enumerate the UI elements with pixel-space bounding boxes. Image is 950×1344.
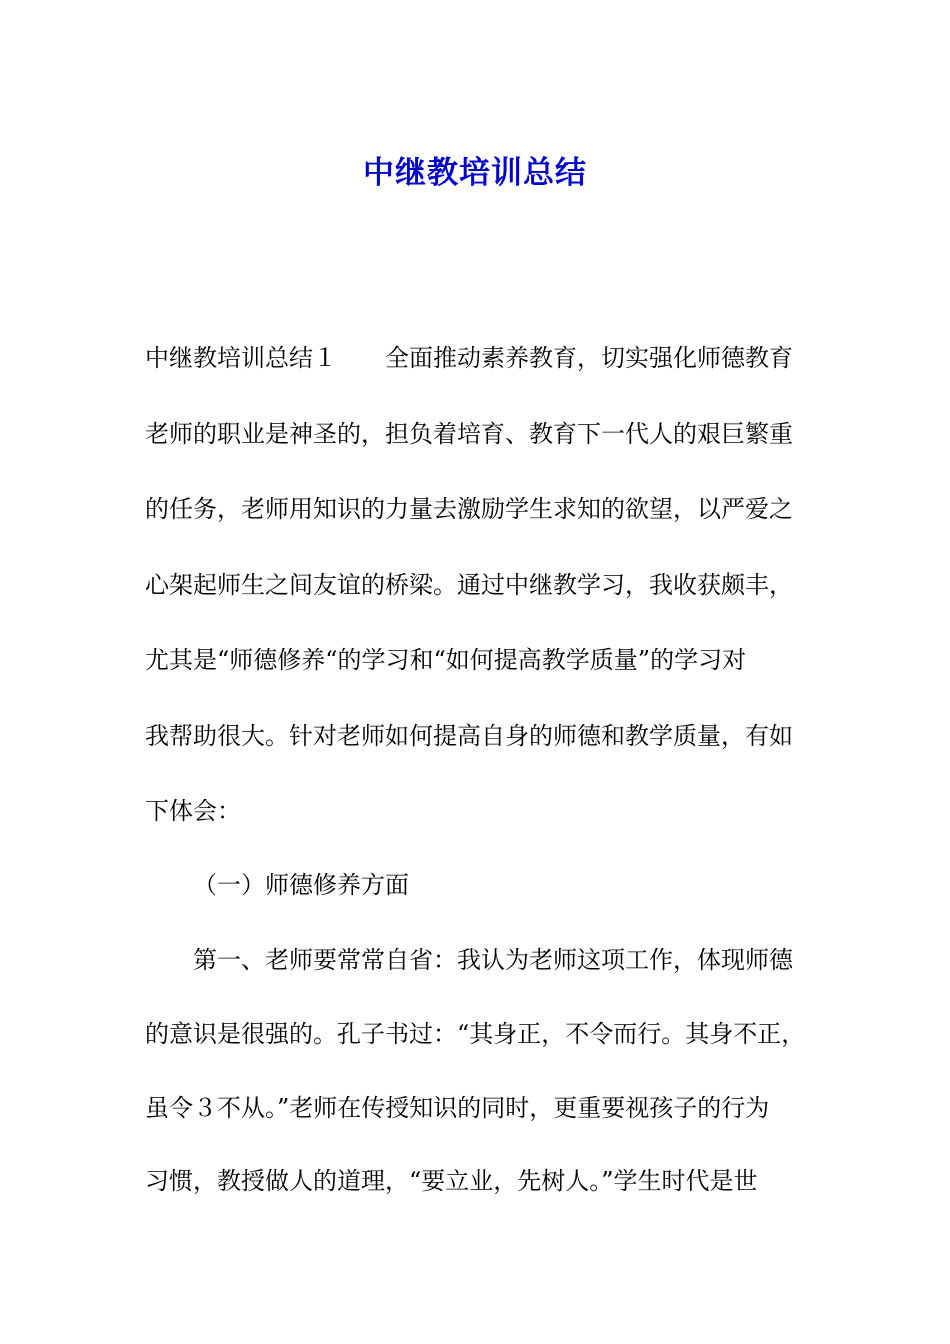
- paragraph-line: 虽令３不从。”老师在传授知识的同时，更重要视孩子的行为: [145, 1094, 770, 1122]
- paragraph-line: 我帮助很大。针对老师如何提高自身的师德和教学质量，有如: [145, 722, 793, 750]
- paragraph-line: 中继教培训总结１ 全面推动素养教育，切实强化师德教育: [145, 344, 793, 372]
- paragraph-line: 心架起师生之间友谊的桥梁。通过中继教学习，我收获颇丰，: [145, 571, 793, 599]
- paragraph-line: 的意识是很强的。孔子书过：“其身正，不令而行。其身不正，: [145, 1020, 806, 1048]
- paragraph-line: 第一、老师要常常自省：我认为老师这项工作，体现师德: [193, 946, 793, 974]
- document-title: 中继教培训总结: [363, 154, 587, 191]
- paragraph-line: 下体会：: [145, 797, 241, 825]
- paragraph-line: 习惯，教授做人的道理，“要立业，先树人。”学生时代是世: [145, 1167, 758, 1195]
- paragraph-line: 老师的职业是神圣的，担负着培育、教育下一代人的艰巨繁重: [145, 420, 793, 448]
- section-heading: （一）师德修养方面: [193, 871, 409, 899]
- paragraph-line: 的任务，老师用知识的力量去激励学生求知的欲望，以严爱之: [145, 495, 793, 523]
- paragraph-line: 尤其是“师德修养“的学习和“如何提高教学质量”的学习对: [145, 646, 747, 674]
